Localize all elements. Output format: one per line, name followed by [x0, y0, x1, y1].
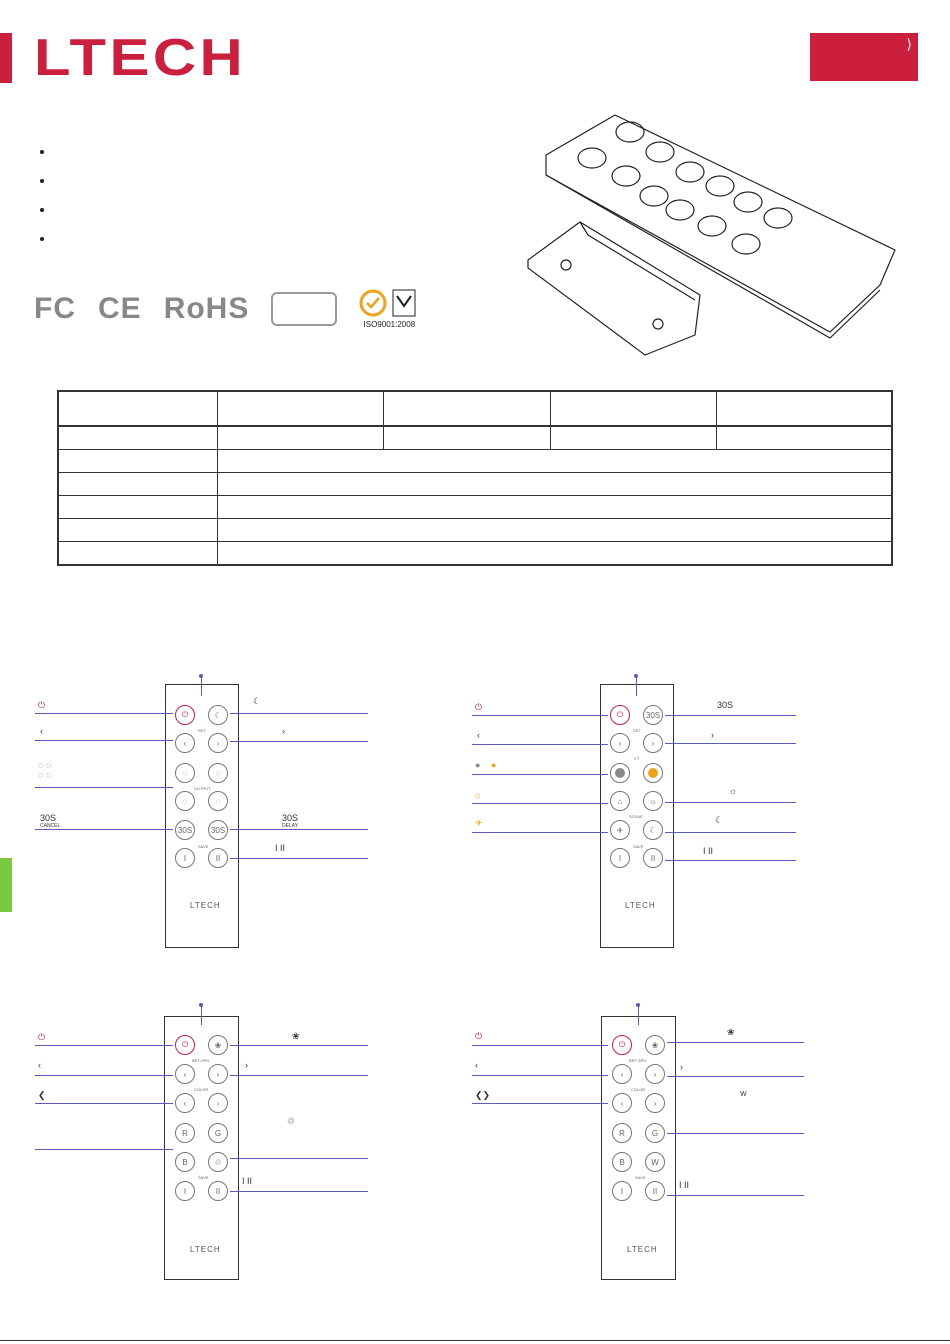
- power-icon: ⏻: [475, 1031, 483, 1041]
- scene-1-button[interactable]: I: [610, 848, 630, 868]
- color-prev-button[interactable]: ‹: [175, 1093, 195, 1113]
- delay-button[interactable]: 30S: [208, 820, 228, 840]
- callout-line: [472, 1103, 608, 1104]
- callout-point: [199, 1003, 203, 1007]
- feature-bullets: [40, 150, 44, 266]
- remote-body: [600, 684, 674, 948]
- right-button[interactable]: ›: [645, 1064, 665, 1084]
- callout-point: [199, 674, 203, 678]
- left-button[interactable]: ‹: [612, 1064, 632, 1084]
- night-icon: ☾: [715, 815, 724, 825]
- right-arrow-icon: ›: [711, 730, 714, 740]
- left-button[interactable]: ‹: [175, 1064, 195, 1084]
- remote-body: [165, 684, 239, 948]
- fc-logo: FC: [34, 291, 76, 325]
- scene-relax-button[interactable]: ✈: [610, 820, 630, 840]
- power-button[interactable]: ⏻: [175, 705, 195, 725]
- callout-line: [230, 1191, 368, 1192]
- cancel-label: 30S: [40, 813, 57, 823]
- callout-line: [472, 1075, 608, 1076]
- green-button[interactable]: G: [208, 1123, 228, 1143]
- output-label: OUTPUT: [194, 786, 211, 791]
- callout-line: [201, 1005, 202, 1025]
- output-button-2[interactable]: ◌: [208, 763, 228, 783]
- callout-line: [667, 1133, 804, 1134]
- power-button[interactable]: ⏻: [610, 705, 630, 725]
- remote-brand: LTECH: [625, 901, 656, 910]
- relax-icon: ✈: [475, 818, 483, 828]
- save-numbers: I II: [275, 843, 286, 853]
- callout-line: [230, 1158, 368, 1159]
- save-label: SAVE: [635, 1175, 646, 1180]
- white-label: W: [740, 1091, 747, 1098]
- callout-line: [472, 744, 608, 745]
- callout-point: [636, 1003, 640, 1007]
- right-arrow-icon: ›: [282, 726, 285, 736]
- mode-button[interactable]: ❀: [645, 1035, 665, 1055]
- product-illustration: [520, 110, 910, 360]
- callout-line: [35, 787, 173, 788]
- callout-line: [665, 832, 796, 833]
- output-button-4[interactable]: ◌: [208, 791, 228, 811]
- table-row: [58, 426, 892, 450]
- callout-line: [665, 860, 796, 861]
- power-icon: ⏻: [38, 1032, 46, 1042]
- header-badge: [810, 33, 918, 81]
- callout-line: [35, 1103, 173, 1104]
- scene-read-button[interactable]: ⌂: [610, 791, 630, 811]
- callout-line: [665, 802, 796, 803]
- bullet-dot: [40, 208, 44, 212]
- power-button[interactable]: ⏻: [612, 1035, 632, 1055]
- scene-2-button[interactable]: II: [643, 848, 663, 868]
- scene-2-button[interactable]: II: [208, 848, 228, 868]
- scene-2-button[interactable]: II: [645, 1181, 665, 1201]
- iso-text: ISO9001:2008: [363, 320, 416, 329]
- red-button[interactable]: R: [175, 1123, 195, 1143]
- table-row: [58, 450, 892, 473]
- power-icon: ⏻: [475, 702, 483, 712]
- callout-line: [472, 715, 608, 716]
- ltech-logo: LTECH: [34, 29, 247, 87]
- scene-1-button[interactable]: I: [612, 1181, 632, 1201]
- output-icons: ◌ ◌ ◌ ◌: [38, 760, 52, 780]
- delay-sublabel: DELAY: [282, 823, 299, 829]
- callout-line: [230, 741, 368, 742]
- scene-night-button[interactable]: ☾: [643, 820, 663, 840]
- cancel-sublabel: CANCEL: [40, 823, 61, 829]
- remote-diagram-4: [435, 1005, 915, 1305]
- callout-line: [35, 740, 173, 741]
- callout-line: [35, 1149, 173, 1150]
- color-prev-button[interactable]: ‹: [612, 1093, 632, 1113]
- remote-brand: LTECH: [190, 1245, 221, 1254]
- callout-line: [665, 743, 796, 744]
- scene-1-button[interactable]: I: [175, 1181, 195, 1201]
- table-row: [58, 496, 892, 519]
- callout-line: [230, 1045, 368, 1046]
- callout-line: [472, 774, 608, 775]
- save-label: SAVE: [198, 844, 209, 849]
- save-numbers: I II: [679, 1180, 690, 1190]
- timer-button[interactable]: 30S: [643, 705, 663, 725]
- remote-body: [601, 1016, 676, 1280]
- iso-seal-icon: [359, 288, 419, 318]
- scene-2-button[interactable]: II: [208, 1181, 228, 1201]
- save-numbers: I II: [242, 1176, 253, 1186]
- callout-line: [667, 1195, 804, 1196]
- color-next-button[interactable]: ›: [208, 1093, 228, 1113]
- bullet-dot: [40, 179, 44, 183]
- timer-label: 30S: [717, 700, 734, 710]
- left-button[interactable]: ‹: [175, 733, 195, 753]
- ce-logo: CE: [98, 291, 142, 325]
- color-arrows-icon: ❮❯: [475, 1090, 491, 1100]
- set-label: SET: [633, 728, 641, 733]
- color-label: COLOR: [631, 1087, 646, 1092]
- callout-line: [636, 676, 637, 696]
- callout-line: [667, 1076, 804, 1077]
- table-row: [58, 473, 892, 496]
- brand-bar: [0, 33, 12, 83]
- callout-line: [230, 858, 368, 859]
- rohs-logo: RoHS: [163, 291, 250, 325]
- wireless-icon: ⟩: [906, 36, 912, 52]
- brt-spd-label: BRT-SPD: [192, 1058, 210, 1063]
- table-row: [58, 519, 892, 542]
- save-numbers: I II: [703, 846, 714, 856]
- right-arrow-icon: ›: [680, 1062, 683, 1072]
- callout-line: [35, 713, 173, 714]
- callout-line: [35, 829, 173, 830]
- sun-icon: ☼: [729, 786, 738, 796]
- callout-line: [201, 676, 202, 696]
- table-row: [58, 542, 892, 566]
- cycle-button[interactable]: ♲: [208, 1152, 228, 1172]
- warm-icon: ●: [491, 760, 497, 770]
- cool-button[interactable]: [610, 763, 630, 783]
- remote-brand: LTECH: [190, 901, 221, 910]
- mode-icon: ❀: [727, 1027, 735, 1037]
- cancel-button[interactable]: 30S: [175, 820, 195, 840]
- callout-line: [667, 1042, 804, 1043]
- cycle-icon: ♲: [287, 1116, 296, 1126]
- callout-line: [472, 803, 608, 804]
- footer-rule: [0, 1340, 950, 1341]
- callout-line: [638, 1005, 639, 1025]
- remote-diagram-3: [0, 1005, 475, 1305]
- callout-line: [472, 1045, 608, 1046]
- spec-table: [57, 390, 893, 566]
- cool-icon: ●: [475, 760, 481, 770]
- callout-line: [665, 715, 796, 716]
- callout-line: [35, 1075, 173, 1076]
- table-header-row: [58, 391, 892, 426]
- left-arrow-icon: ‹: [38, 1060, 41, 1070]
- left-arrow-icon: ‹: [477, 730, 480, 740]
- power-button[interactable]: ⏻: [175, 1035, 195, 1055]
- remote-brand: LTECH: [627, 1245, 658, 1254]
- delay-label: 30S: [282, 813, 299, 823]
- remote-diagram-2: [435, 660, 915, 960]
- left-button[interactable]: ‹: [610, 733, 630, 753]
- callout-line: [472, 832, 608, 833]
- save-label: SAVE: [198, 1175, 209, 1180]
- callout-line: [230, 713, 368, 714]
- right-button[interactable]: ›: [208, 733, 228, 753]
- scene-sun-button[interactable]: ☼: [643, 791, 663, 811]
- mode-icon: ❀: [292, 1031, 300, 1041]
- callout-point: [634, 674, 638, 678]
- left-arrow-icon: ‹: [40, 726, 43, 736]
- certification-logos: [34, 288, 419, 329]
- mode-button[interactable]: ❀: [208, 1035, 228, 1055]
- bullet-dot: [40, 150, 44, 154]
- output-button-1[interactable]: ◌: [175, 763, 195, 783]
- callout-line: [35, 1045, 173, 1046]
- right-button[interactable]: ›: [643, 733, 663, 753]
- white-button[interactable]: W: [645, 1152, 665, 1172]
- blue-button[interactable]: B: [612, 1152, 632, 1172]
- blue-button[interactable]: B: [175, 1152, 195, 1172]
- read-icon: ⌂: [475, 790, 481, 800]
- warm-button[interactable]: [643, 763, 663, 783]
- night-mode-button[interactable]: ☾: [208, 705, 228, 725]
- output-button-3[interactable]: ◌: [175, 791, 195, 811]
- scene-1-button[interactable]: I: [175, 848, 195, 868]
- night-icon: ☾: [253, 696, 262, 706]
- ct-label: CT: [634, 756, 640, 761]
- power-icon: ⏻: [38, 700, 46, 710]
- brt-spd-label: BRT-SPD: [629, 1058, 647, 1063]
- color-label: COLOR: [194, 1087, 209, 1092]
- green-button[interactable]: G: [645, 1123, 665, 1143]
- red-button[interactable]: R: [612, 1123, 632, 1143]
- set-label: SET: [198, 728, 206, 733]
- remote-body: [164, 1016, 239, 1280]
- bullet-dot: [40, 237, 44, 241]
- callout-line: [230, 1075, 368, 1076]
- iso-badge: [359, 288, 419, 329]
- color-next-button[interactable]: ›: [645, 1093, 665, 1113]
- save-label: SAVE: [633, 844, 644, 849]
- callout-line: [230, 829, 368, 830]
- cert-outline: [271, 292, 337, 326]
- left-arrow-icon: ‹: [475, 1060, 478, 1070]
- color-prev-icon: ❮: [38, 1090, 46, 1100]
- right-arrow-icon: ›: [245, 1060, 248, 1070]
- right-button[interactable]: ›: [208, 1064, 228, 1084]
- scene-label: SCENE: [629, 814, 643, 819]
- remote-diagram-1: [0, 660, 475, 960]
